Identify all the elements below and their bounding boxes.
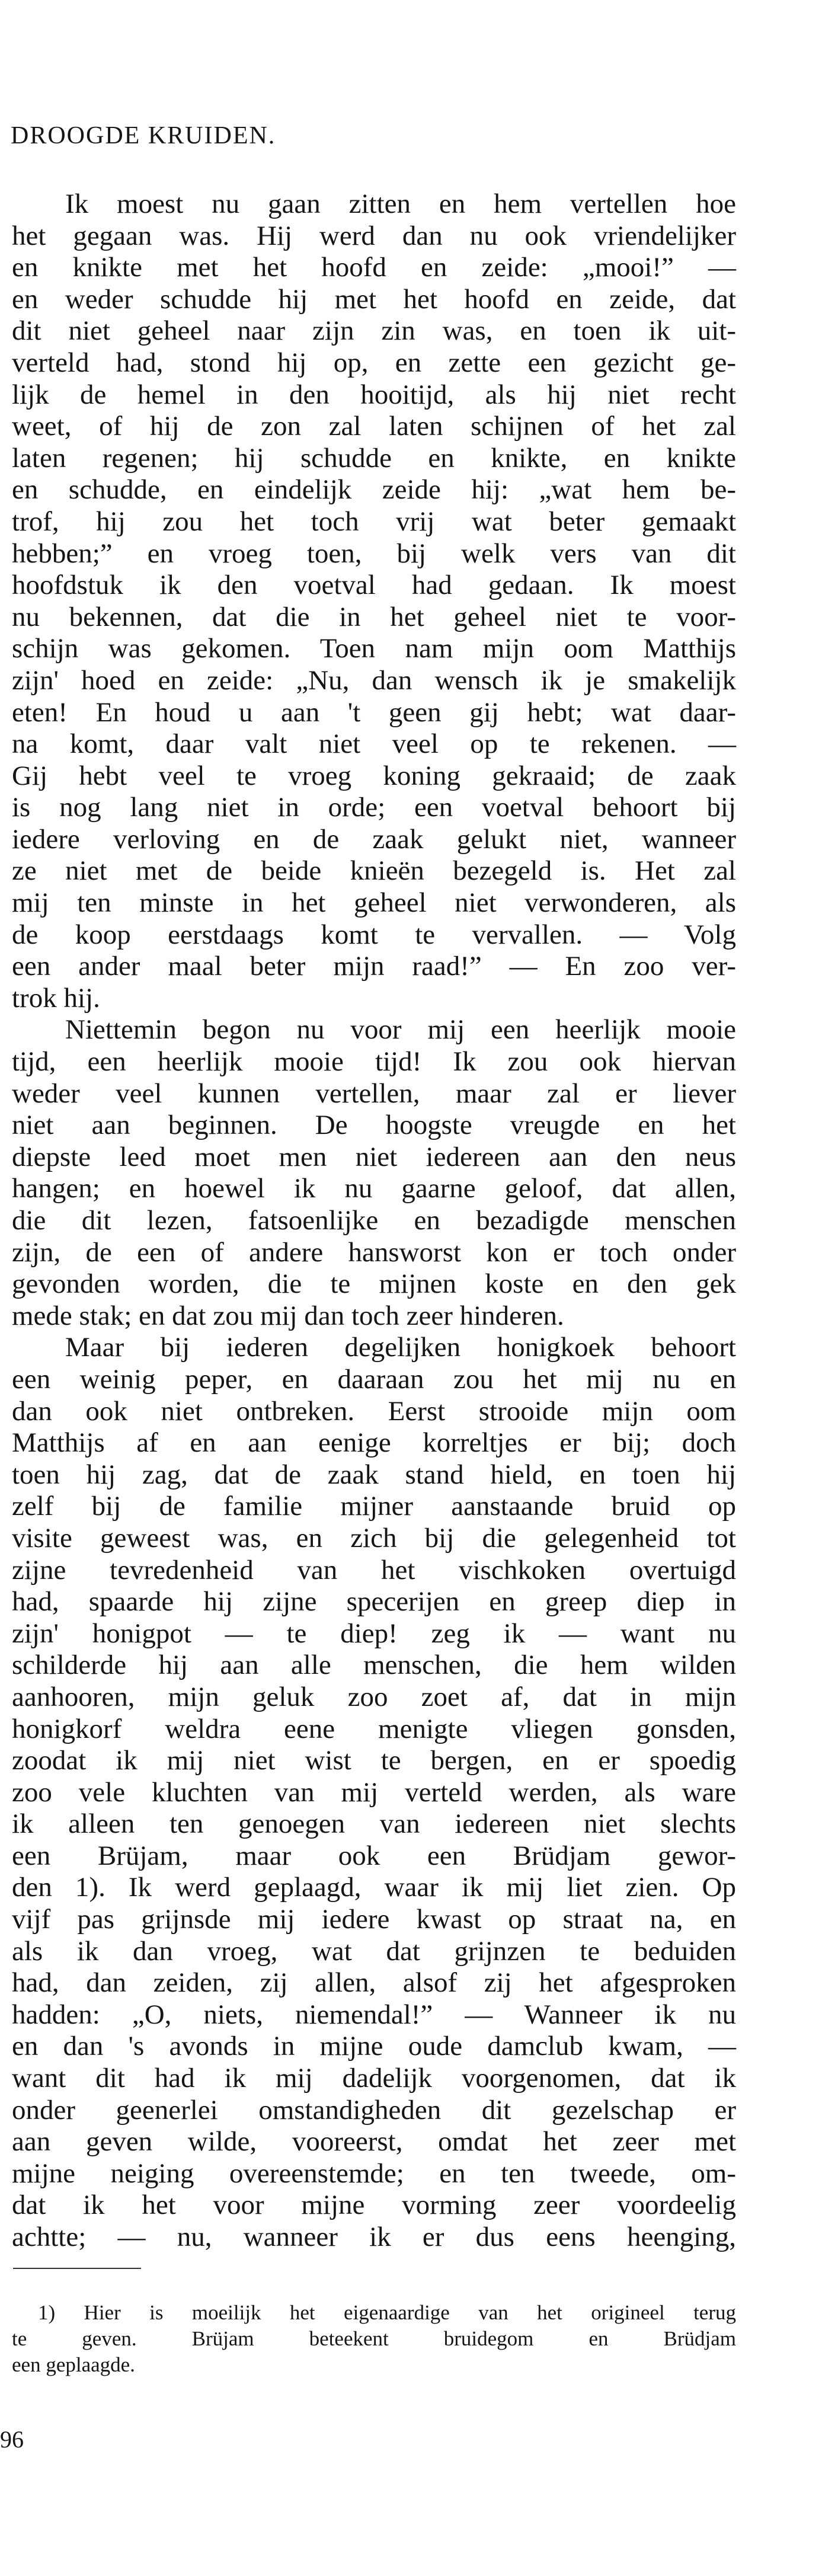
footnote bbox=[12, 2300, 736, 2378]
text-line: mijne neiging overeenstemde; en ten tweede, om- bbox=[12, 2158, 736, 2189]
text-line: als ik dan vroeg, wat dat grijnzen te beduiden bbox=[12, 1935, 736, 1967]
text-line: hangen; en hoewel ik nu gaarne geloof, dat allen, bbox=[12, 1173, 736, 1204]
text-line: Matthijs af en aan eenige korreltjes er bij; doch bbox=[12, 1427, 736, 1459]
text-line: hoofdstuk ik den voetval had gedaan. Ik moest bbox=[12, 570, 736, 601]
text-line: laten regenen; hij schudde en knikte, en knikte bbox=[12, 442, 736, 474]
text-line: die dit lezen, fatsoenlijke en bezadigde menschen bbox=[12, 1205, 736, 1236]
text-line: Maar bij iederen degelijken honigkoek behoort bbox=[65, 1332, 736, 1363]
text-line: dat ik het voor mijne vorming zeer voordeelig bbox=[12, 2190, 736, 2221]
text-line: trok hij. bbox=[12, 982, 100, 1014]
text-line: aan geven wilde, vooreerst, omdat het zeer met bbox=[12, 2126, 736, 2158]
text-line: hebben;” en vroeg toen, bij welk vers van dit bbox=[12, 538, 736, 569]
body-text bbox=[12, 188, 736, 2254]
text-line: toen hij zag, dat de zaak stand hield, en toen hij bbox=[12, 1459, 736, 1490]
text-line: dan ook niet ontbreken. Eerst strooide mijn oom bbox=[12, 1395, 736, 1427]
text-line: niet aan beginnen. De hoogste vreugde en het bbox=[12, 1110, 736, 1141]
text-line: Gij hebt veel te vroeg koning gekraaid; de zaak bbox=[12, 760, 736, 791]
text-line: en knikte met het hoofd en zeide: „mooi!” — bbox=[12, 252, 736, 283]
text-line: zijn, de een of andere hansworst kon er toch onder bbox=[12, 1236, 736, 1268]
text-line: achtte; — nu, wanneer ik er dus eens heenging, bbox=[12, 2222, 736, 2252]
text-line: visite geweest was, en zich bij die gelegenheid tot bbox=[12, 1522, 736, 1554]
text-line: weet, of hij de zon zal laten schijnen of het zal bbox=[12, 411, 736, 442]
text-line: en schudde, en eindelijk zeide hij: „wat hem be- bbox=[12, 474, 736, 506]
text-line: mij ten minste in het geheel niet verwonderen, als bbox=[12, 887, 736, 919]
text-line: na komt, daar valt niet veel op te rekenen. — bbox=[12, 728, 736, 760]
text-line: en dan 's avonds in mijne oude damclub kwam, — bbox=[12, 2031, 736, 2062]
text-line: schilderde hij aan alle menschen, die hem wilden bbox=[12, 1650, 736, 1681]
text-line: had, spaarde hij zijne specerijen en greep diep in bbox=[12, 1586, 736, 1618]
text-line: eten! En houd u aan 't geen gij hebt; wat daar- bbox=[12, 696, 736, 728]
text-line: ze niet met de beide knieën bezegeld is. Het zal bbox=[12, 855, 736, 887]
text-line: verteld had, stond hij op, en zette een gezicht ge- bbox=[12, 347, 736, 378]
footnote-line: 1) Hier is moeilijk het eigenaardige van het origineel terug bbox=[38, 2301, 736, 2324]
page-number: 96 bbox=[0, 2426, 24, 2453]
text-line: is nog lang niet in orde; een voetval behoort bij bbox=[12, 792, 736, 823]
text-line: de koop eerstdaags komt te vervallen. — Volg bbox=[12, 919, 736, 950]
text-line: tijd, een heerlijk mooie tijd! Ik zou ook hiervan bbox=[12, 1046, 736, 1078]
text-line: gevonden worden, die te mijnen koste en den gek bbox=[12, 1268, 736, 1300]
footnote-line: een geplaagde. bbox=[12, 2353, 135, 2376]
text-line: ik alleen ten genoegen van iedereen niet slechts bbox=[12, 1808, 736, 1840]
text-line: onder geenerlei omstandigheden dit gezelschap er bbox=[12, 2094, 736, 2126]
text-line: want dit had ik mij dadelijk voorgenomen, dat ik bbox=[12, 2063, 736, 2094]
text-line: een weinig peper, en daaraan zou het mij nu en bbox=[12, 1363, 736, 1395]
text-line: had, dan zeiden, zij allen, alsof zij het afgesproken bbox=[12, 1967, 736, 1999]
text-line: zoodat ik mij niet wist te bergen, en er spoedig bbox=[12, 1745, 736, 1776]
text-line: Niettemin begon nu voor mij een heerlijk mooie bbox=[65, 1014, 736, 1046]
text-line: lijk de hemel in den hooitijd, als hij niet recht bbox=[12, 379, 736, 410]
text-line: trof, hij zou het toch vrij wat beter gemaakt bbox=[12, 506, 736, 537]
text-line: hadden: „O, niets, niemendal!” — Wanneer ik nu bbox=[12, 1999, 736, 2030]
text-line: schijn was gekomen. Toen nam mijn oom Matthijs bbox=[12, 633, 736, 664]
text-line: nu bekennen, dat die in het geheel niet te voor- bbox=[12, 601, 736, 632]
text-line: zijn' honigpot — te diep! zeg ik — want nu bbox=[12, 1618, 736, 1649]
text-line: iedere verloving en de zaak gelukt niet, wanneer bbox=[12, 823, 736, 855]
text-line: honigkorf weldra eene menigte vliegen gonsden, bbox=[12, 1713, 736, 1744]
text-line: een ander maal beter mijn raad!” — En zoo ver- bbox=[12, 951, 736, 982]
footnote-line: te geven. Brüjam beteekent bruidegom en Brüdjam bbox=[12, 2327, 736, 2350]
text-line: vijf pas grijnsde mij iedere kwast op straat na, en bbox=[12, 1904, 736, 1935]
text-line: zoo vele kluchten van mij verteld werden, als ware bbox=[12, 1776, 736, 1808]
text-line: den 1). Ik werd geplaagd, waar ik mij liet zien. Op bbox=[12, 1872, 736, 1903]
text-line: en weder schudde hij met het hoofd en zeide, dat bbox=[12, 283, 736, 315]
text-line: zijn' hoed en zeide: „Nu, dan wensch ik je smakelijk bbox=[12, 664, 736, 696]
text-line: dit niet geheel naar zijn zin was, en toen ik uit- bbox=[12, 315, 736, 347]
text-line: mede stak; en dat zou mij dan toch zeer hinderen. bbox=[12, 1300, 564, 1331]
text-line: aanhooren, mijn geluk zoo zoet af, dat in mijn bbox=[12, 1681, 736, 1712]
text-line: zijne tevredenheid van het vischkoken overtuigd bbox=[12, 1554, 736, 1586]
text-line: zelf bij de familie mijner aanstaande bruid op bbox=[12, 1491, 736, 1522]
footnote-divider bbox=[13, 2268, 141, 2269]
text-line: een Brüjam, maar ook een Brüdjam gewor- bbox=[12, 1840, 736, 1871]
text-line: diepste leed moet men niet iedereen aan den neus bbox=[12, 1141, 736, 1172]
running-title: DROOGDE KRUIDEN. bbox=[11, 122, 276, 149]
text-line: weder veel kunnen vertellen, maar zal er liever bbox=[12, 1078, 736, 1109]
text-line: Ik moest nu gaan zitten en hem vertellen hoe bbox=[65, 188, 736, 219]
text-line: het gegaan was. Hij werd dan nu ook vriendelijker bbox=[12, 220, 736, 251]
